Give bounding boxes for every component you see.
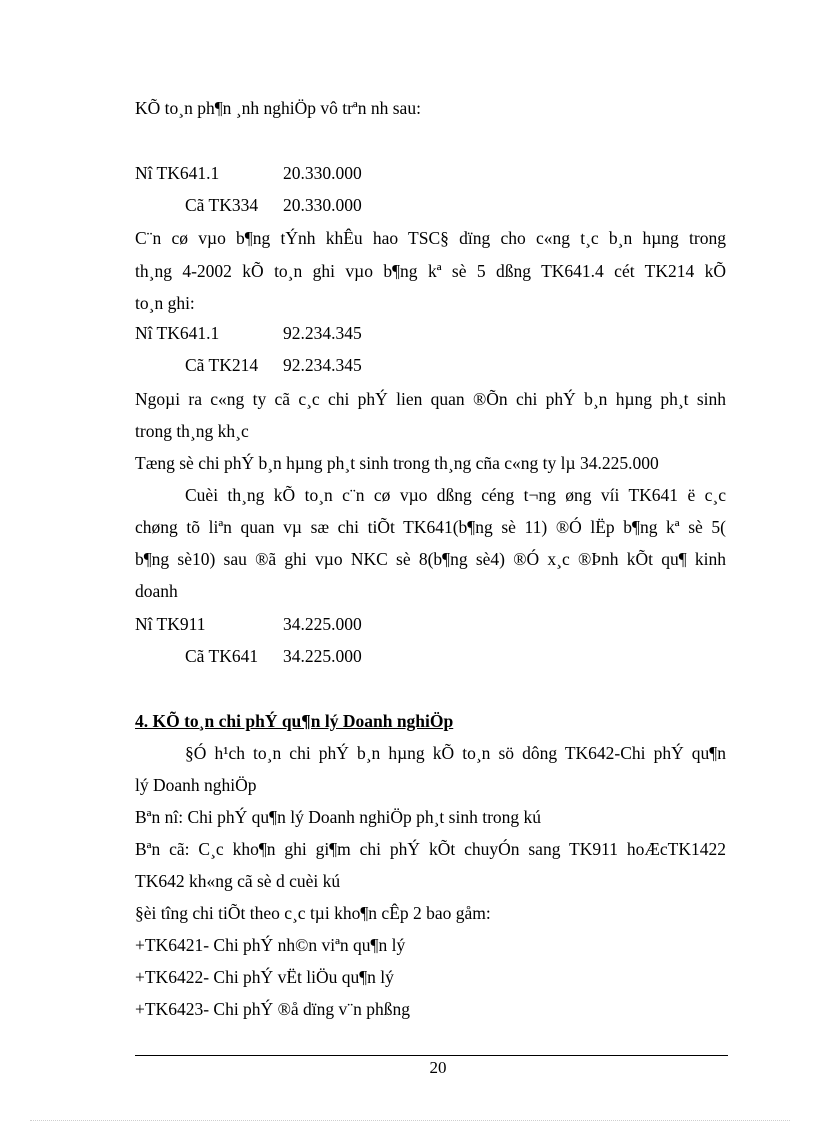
account-label: Nî TK911 [135,614,206,634]
paragraph-line: to¸n ghi: [135,293,195,313]
list-item: +TK6421- Chi phÝ nh©n viªn qu¶n lý [135,935,406,955]
paragraph-line: §Ó h¹ch to¸n chi phÝ b¸n hµng kÕ to¸n sö dông TK642-Chi phÝ qu¶n [185,743,726,763]
journal-credit-entry [185,645,362,667]
footer-rule [135,1055,728,1056]
paragraph-line: th¸ng 4-2002 kÕ to¸n ghi vµo b¶ng kª sè 5 dßng TK641.4 cét TK214 kÕ [135,261,726,281]
account-label: Cã TK641 [185,646,259,666]
paragraph-line: chøng tõ liªn quan vµ sæ chi tiÕt TK641(b¶ng sè 11) ®Ó lËp b¶ng kª sè 5( [135,517,726,537]
list-item: +TK6422- Chi phÝ vËt liÖu qu¶n lý [135,967,394,987]
paragraph-line: b¶ng sè10) sau ®ã ghi vµo NKC sè 8(b¶ng sè4) ®Ó x¸c ®Þnh kÕt qu¶ kinh [135,549,726,569]
page-edge-divider [30,1120,790,1121]
journal-debit-entry [135,322,362,344]
paragraph-line: Cuèi th¸ng kÕ to¸n c¨n cø vµo dßng céng t¬ng øng víi TK641 ë c¸c [185,485,726,505]
paragraph-line: TK642 kh«ng cã sè d cuèi kú [135,871,341,891]
paragraph-line: Bªn nî: Chi phÝ qu¶n lý Doanh nghiÖp ph¸t sinh trong kú [135,807,542,827]
amount: 20.330.000 [283,163,362,183]
journal-debit-entry [135,613,362,635]
paragraph-line: Ngoµi ra c«ng ty cã c¸c chi phÝ lien quan ®Õn chi phÝ b¸n hµng ph¸t sinh [135,389,726,409]
paragraph-line: §èi tîng chi tiÕt theo c¸c tµi kho¶n cÊp 2 bao gåm: [135,903,491,923]
account-label: Cã TK334 [185,195,259,215]
amount: 92.234.345 [283,355,362,375]
journal-credit-entry [185,354,362,376]
account-label: Nî TK641.1 [135,323,220,343]
paragraph-line: doanh [135,581,178,601]
paragraph-line: C¨n cø vµo b¶ng tÝnh khÊu hao TSC§ dïng cho c«ng t¸c b¸n hµng trong [135,228,726,248]
paragraph-line: KÕ to¸n ph¶n ¸nh nghiÖp vô trªn nh sau: [135,98,421,118]
paragraph-line: Tæng sè chi phÝ b¸n hµng ph¸t sinh trong th¸ng cña c«ng ty lµ 34.225.000 [135,453,659,473]
amount: 34.225.000 [283,646,362,666]
paragraph-line: trong th¸ng kh¸c [135,421,249,441]
amount: 34.225.000 [283,614,362,634]
paragraph-line: lý Doanh nghiÖp [135,775,257,795]
journal-debit-entry [135,162,362,184]
account-label: Nî TK641.1 [135,163,220,183]
journal-credit-entry [185,194,362,216]
list-item: +TK6423- Chi phÝ ®å dïng v¨n phßng [135,999,410,1019]
amount: 92.234.345 [283,323,362,343]
section-heading: 4. KÕ to¸n chi phÝ qu¶n lý Doanh nghiÖp [135,711,454,731]
amount: 20.330.000 [283,195,362,215]
page-number: 20 [429,1058,447,1077]
paragraph-line: Bªn cã: C¸c kho¶n ghi gi¶m chi phÝ kÕt chuyÓn sang TK911 hoÆcTK1422 [135,839,726,859]
account-label: Cã TK214 [185,355,259,375]
